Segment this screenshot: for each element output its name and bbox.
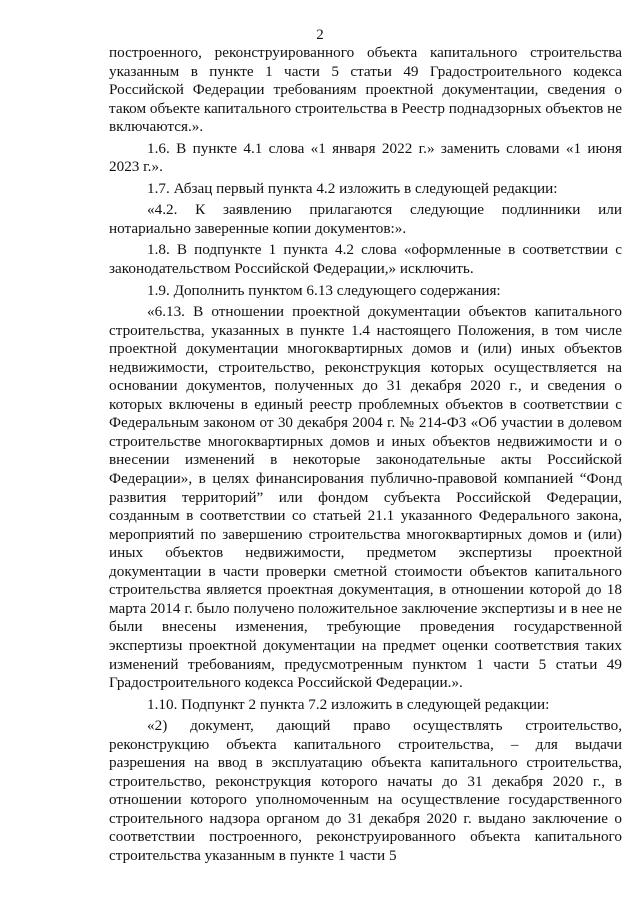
paragraph-4-2-quote: «4.2. К заявлению прилагаются следующие подлинники или нотариально заверенные копии документов:». [109, 201, 622, 237]
paragraph-1-6: 1.6. В пункте 4.1 слова «1 января 2022 г.» заменить словами «1 июня 2023 г.». [109, 139, 622, 176]
paragraph-continuation: построенного, реконструированного объекта капитального строительства указанным в пункте 1 части 5 статьи 49 Градостроительного кодекса Российской Федерации требованиям проектной документации, сведения о таком объекте капитального строительства в Реестр поднадзорных объектов не включаются.». [109, 44, 622, 136]
paragraph-1-8: 1.8. В подпункте 1 пункта 4.2 слова «оформленные в соответствии с законодательством Российской Федерации,» исключить. [109, 241, 622, 278]
document-body [109, 44, 622, 866]
paragraph-1-9: 1.9. Дополнить пунктом 6.13 следующего содержания: [147, 281, 501, 299]
paragraph-6-13-quote: «6.13. В отношении проектной документации объектов капитального строительства, указанных в пункте 1.4 настоящего Положения, в том числе проектной документации многоквартирных домов и (или) иных объектов недвижимости, строительство, реконструкция которых осуществляется на основании документов, полученных до 31 декабря 2020 г., и сведения о которых включены в единый реестр проблемных объектов в соответствии с Федеральным законом от 30 декабря 2004 г. № 214-ФЗ «Об участии в долевом строительстве многоквартирных домов и иных объектов недвижимости и о внесении изменений в некоторые законодательные акты Российской Федерации», в целях финансирования публично-правовой компанией “Фонд развития территорий” или фондом субъекта Российской Федерации, созданным в соответствии со статьей 21.1 указанного Федерального закона, мероприятий по завершению строительства многоквартирных домов и (или) иных объектов недвижимости, предметом экспертизы проектной документации в части проверки сметной стоимости объектов капитального строительства является проектная документация, в отношении которой до 18 марта 2014 г. было получено положительное заключение экспертизы и в нее не были внесены изменения, требующие проведения государственной экспертизы проектной документации на предмет оценки соответствия таких изменений требованиям, предусмотренным пунктом 1 части 5 статьи 49 Градостроительного кодекса Российской Федерации.». [109, 303, 622, 692]
paragraph-1-7: 1.7. Абзац первый пункта 4.2 изложить в следующей редакции: [147, 179, 558, 197]
paragraph-1-10: 1.10. Подпункт 2 пункта 7.2 изложить в следующей редакции: [147, 695, 550, 713]
page-number: 2 [316, 27, 324, 43]
paragraph-7-2-2-quote: «2) документ, дающий право осуществлять строительство, реконструкцию объекта капитального строительства, – для выдачи разрешения на ввод в эксплуатацию объекта капитального строительства, строительство, реконструкция которого начаты до 31 декабря 2020 г., в отношении которого уполномоченным на осуществление государственного строительного надзора органом до 31 декабря 2020 г. выдано заключение о соответствии построенного, реконструированного объекта капитального строительства указанным в пункте 1 части 5 [109, 717, 622, 864]
